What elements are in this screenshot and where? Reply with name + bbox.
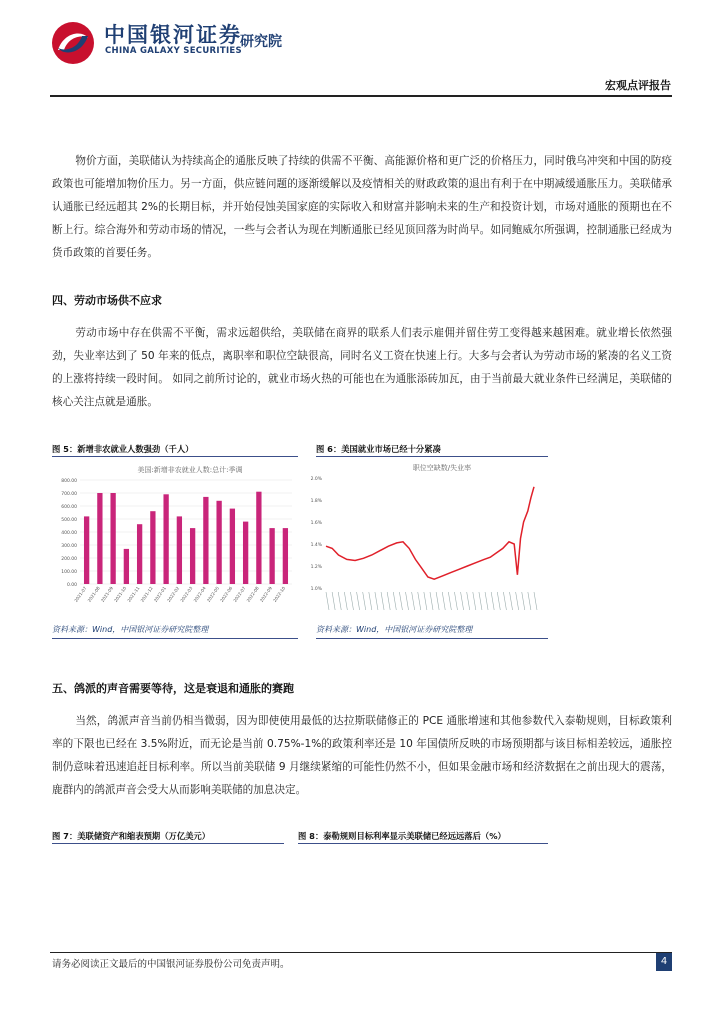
x-tick-mark — [375, 592, 378, 610]
section-heading-labor: 四、劳动市场供不应求 — [52, 294, 162, 307]
x-tick-mark — [418, 592, 421, 610]
x-tick-mark — [412, 592, 415, 610]
report-type: 宏观点评报告 — [605, 79, 671, 92]
x-tick-label: 2022-07 — [232, 585, 247, 603]
institute-label: 研究院 — [240, 34, 282, 50]
x-tick-mark — [430, 592, 433, 610]
x-tick-mark — [326, 592, 329, 610]
bar — [150, 511, 155, 584]
x-tick-label: 2021-10 — [113, 585, 128, 603]
x-tick-mark — [528, 592, 531, 610]
y-tick-label: 500.00 — [61, 518, 77, 523]
bar — [177, 516, 182, 584]
bar — [216, 501, 221, 584]
x-tick-mark — [534, 592, 537, 610]
y-tick-label: 800.00 — [61, 479, 77, 484]
figure-5-title: 图 5：新增非农就业人数强劲（千人） — [52, 444, 194, 454]
x-tick-label: 2021-09 — [99, 585, 114, 603]
bar — [283, 528, 288, 584]
footer-disclaimer: 请务必阅读正文最后的中国银河证券股份公司免责声明。 — [52, 959, 290, 970]
y-tick-label: 300.00 — [61, 544, 77, 549]
paragraph-text: 物价方面，美联储认为持续高企的通胀反映了持续的供需不平衡、高能源价格和更广泛的价格压力，同时俄乌冲突和中国的防疫政策也可能增加物价压力。另一方面，供应链问题的逐渐缓解以及疫情相关的财政政策的退出有利于在中期减缓通胀压力。美联储承认通胀已经远超其 2%的长期目标，并开始侵蚀美国家庭的实际收入和财富并影响未来的生产和投资计划，市场对通胀的预期也在不断上行。综合海外和劳动市场的情况，一些与会者认为现在判断通胀已经见顶回落为时尚早。如同鲍威尔所强调，控制通胀已经成为货币政策的首要任务。 — [52, 155, 672, 259]
x-tick-mark — [381, 592, 384, 610]
x-axis-ticks — [326, 592, 537, 610]
x-tick-mark — [387, 592, 390, 610]
bar — [124, 549, 129, 584]
y-tick-label: 1.0% — [310, 587, 322, 592]
section-heading-dovish: 五、鸽派的声音需要等待，这是衰退和通胀的赛跑 — [52, 682, 294, 695]
chart-title: 美国:新增非农就业人数:总计:季调 — [137, 466, 243, 474]
figure-8-rule — [298, 843, 548, 844]
x-tick-label: 2022-04 — [192, 585, 207, 603]
chart-title: 职位空缺数/失业率 — [412, 464, 472, 472]
x-tick-label: 2022-10 — [272, 585, 287, 603]
y-tick-label: 1.2% — [310, 565, 322, 570]
bar — [97, 493, 102, 584]
bar — [110, 493, 115, 584]
header-divider — [50, 95, 672, 97]
x-tick-mark — [369, 592, 372, 610]
x-tick-mark — [338, 592, 341, 610]
page-number: 4 — [656, 953, 672, 971]
x-tick-label: 2022-08 — [245, 585, 260, 603]
bar — [269, 528, 274, 584]
x-tick-mark — [350, 592, 353, 610]
x-tick-mark — [332, 592, 335, 610]
x-tick-mark — [436, 592, 439, 610]
brand-name-cn: 中国银河证券 — [104, 23, 242, 47]
paragraph-taylor-rule — [52, 710, 672, 802]
x-tick-label: 2021-07 — [73, 585, 88, 603]
y-tick-label: 2.0% — [310, 477, 322, 482]
x-tick-mark — [473, 592, 476, 610]
bar — [190, 528, 195, 584]
y-tick-label: 1.8% — [310, 499, 322, 504]
y-tick-label: 700.00 — [61, 492, 77, 497]
x-tick-mark — [442, 592, 445, 610]
bar — [203, 497, 208, 584]
y-tick-label: 1.6% — [310, 521, 322, 526]
x-tick-label: 2021-12 — [139, 585, 154, 603]
x-tick-mark — [467, 592, 470, 610]
figure-source-right: 资料来源：Wind，中国银河证券研究院整理 — [316, 625, 473, 634]
x-tick-mark — [399, 592, 402, 610]
paragraph-text: 劳动市场中存在供需不平衡，需求远超供给，美联储在商界的联系人们表示雇佣并留住劳工变得越来越困难。就业增长依然强劲，失业率达到了 50 年来的低点，离职率和职位空缺很高，同时名义工资在快速上行。大多与会者认为劳动市场的紧凑的名义工资的上涨将持续一段时间。 如同之前所讨论的，就业市场火热的可能也在为通胀添砖加瓦，由于当前最大就业条件已经满足，美联储的核心关注点就是通胀。 — [52, 327, 672, 408]
figure-5-chart — [52, 458, 298, 618]
figure-6-rule — [316, 456, 548, 457]
x-tick-label: 2022-05 — [205, 585, 220, 603]
x-tick-label: 2021-08 — [86, 585, 101, 603]
x-tick-label: 2022-06 — [219, 585, 234, 603]
paragraph-text: 当然，鸽派声音当前仍相当微弱，因为即使使用最低的达拉斯联储修正的 PCE 通胀增速和其他参数代入泰勒规则，目标政策利率的下限也已经在 3.5%附近，而无论是当前 0.75%-1%的政策利率还是 10 年国债所反映的市场预期都与该目标相差较远，通胀控制仍意味着迅速追赶目标利率。所以当前美联储 9 月继续紧缩的可能性仍然不小，但如果金融市场和经济数据在之前出现大的震荡，鹿群内的鸽派声音会受大从而影响美联储的加息决定。 — [52, 715, 672, 796]
paragraph-labor — [52, 322, 672, 414]
bar — [256, 492, 261, 584]
figure-6-title: 图 6：美国就业市场已经十分紧凑 — [316, 444, 441, 454]
x-tick-mark — [344, 592, 347, 610]
x-tick-mark — [393, 592, 396, 610]
figure-6-chart — [312, 458, 548, 618]
paragraph-inflation — [52, 150, 672, 265]
figure-5-bottom-rule — [52, 638, 298, 639]
bar — [137, 524, 142, 584]
bar — [243, 522, 248, 584]
x-tick-label: 2021-11 — [126, 585, 141, 603]
x-tick-mark — [448, 592, 451, 610]
x-tick-mark — [516, 592, 519, 610]
x-tick-mark — [454, 592, 457, 610]
y-tick-label: 1.4% — [310, 543, 322, 548]
vacancy-unemployment-line — [326, 487, 534, 579]
y-tick-label: 400.00 — [61, 531, 77, 536]
x-tick-mark — [503, 592, 506, 610]
bar — [84, 516, 89, 584]
y-tick-label: 200.00 — [61, 557, 77, 562]
brand-name-en: CHINA GALAXY SECURITIES — [105, 46, 242, 56]
x-tick-mark — [357, 592, 360, 610]
figure-6-bottom-rule — [316, 638, 548, 639]
x-tick-label: 2022-02 — [166, 585, 181, 603]
x-tick-mark — [497, 592, 500, 610]
bar — [163, 494, 168, 584]
x-tick-label: 2022-09 — [258, 585, 273, 603]
x-tick-mark — [491, 592, 494, 610]
figure-7-title: 图 7：美联储资产和缩表预期（万亿美元） — [52, 831, 211, 841]
figure-5-rule — [52, 456, 298, 457]
x-tick-mark — [363, 592, 366, 610]
y-tick-label: 600.00 — [61, 505, 77, 510]
x-tick-label: 2022-03 — [179, 585, 194, 603]
x-tick-mark — [522, 592, 525, 610]
galaxy-swirl-icon — [50, 20, 96, 66]
figure-source-left: 资料来源：Wind，中国银河证券研究院整理 — [52, 625, 209, 634]
x-tick-mark — [406, 592, 409, 610]
footer-divider — [50, 952, 672, 953]
x-tick-mark — [485, 592, 488, 610]
y-tick-label: 100.00 — [61, 570, 77, 575]
bar — [230, 509, 235, 584]
figure-7-rule — [52, 843, 284, 844]
x-tick-mark — [461, 592, 464, 610]
x-tick-label: 2022-01 — [152, 585, 167, 603]
x-tick-mark — [479, 592, 482, 610]
figure-8-title: 图 8：泰勒规则目标利率显示美联储已经远远落后（%） — [298, 831, 506, 841]
y-tick-label: 0.00 — [66, 583, 77, 588]
x-tick-mark — [424, 592, 427, 610]
x-tick-mark — [510, 592, 513, 610]
